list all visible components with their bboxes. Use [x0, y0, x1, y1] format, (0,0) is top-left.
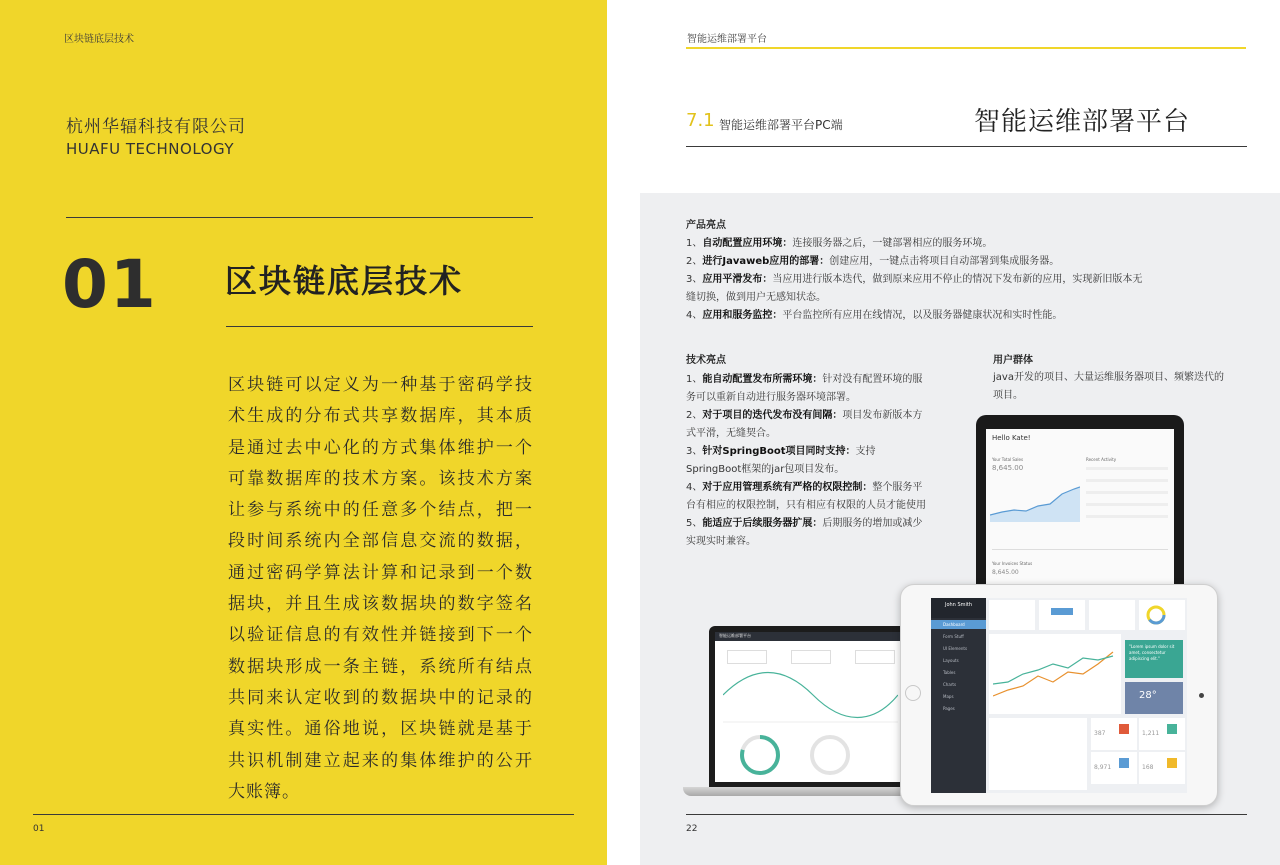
chapter-number: 01: [62, 246, 158, 323]
invoice-total: 8,645.00: [992, 569, 1019, 576]
total-sales: 8,645.00: [992, 464, 1024, 472]
chapter-title: 区块链底层技术: [225, 262, 464, 300]
running-header: 区块链底层技术: [64, 34, 134, 45]
divider: [686, 146, 1247, 147]
company-name-en: HUAFU TECHNOLOGY: [66, 140, 234, 158]
divider: [226, 326, 533, 327]
stat-value: 1,211: [1142, 730, 1160, 737]
donut-chart: [1145, 604, 1167, 626]
left-page: [0, 0, 607, 865]
weather-temp: 28°: [1139, 690, 1157, 701]
list-item: 2、进行Javaweb应用的部署：创建应用，一键点击将项目自动部署到集成服务器。: [686, 256, 1060, 267]
sidebar: [931, 598, 986, 793]
gauge-chart: [737, 732, 783, 778]
list-item: 5、能适应于后续服务器扩展：后期服务的增加或减少实现实时兼容。: [686, 518, 923, 547]
product-highlights-heading: 产品亮点: [686, 220, 726, 231]
tech-highlights-heading: 技术亮点: [686, 355, 726, 366]
nav-item: Tables: [943, 670, 956, 675]
label: Recent Activity: [1086, 457, 1117, 462]
page-number: 22: [686, 824, 698, 834]
nav-item: Pages: [943, 706, 955, 711]
home-button-icon: [905, 685, 921, 701]
running-header: 智能运维部署平台: [687, 34, 767, 45]
footer-divider: [33, 814, 574, 815]
section-label: 智能运维部署平台PC端: [719, 118, 843, 132]
right-page: [607, 0, 1280, 865]
user-group-heading: 用户群体: [993, 355, 1033, 366]
section-number: 7.1: [686, 110, 715, 131]
nav-item: Charts: [943, 682, 957, 687]
section-title: 智能运维部署平台: [974, 107, 1191, 137]
list-item: 2、对于项目的迭代发布没有间隔：项目发布新版本方式平滑，无缝契合。: [686, 410, 923, 439]
label: Your Total Sales: [992, 457, 1024, 462]
nav-item: Dashboard: [931, 620, 986, 629]
laptop-device: [709, 626, 914, 788]
product-highlights-list: [686, 235, 1146, 325]
nav-item: Maps: [943, 694, 954, 699]
sales-chart: [990, 477, 1080, 522]
list-item: 4、对于应用管理系统有严格的权限控制：整个服务平台有相应的权限控制，只有相应有权限的人员才能使用: [686, 482, 926, 511]
nav-item: UI Elements: [943, 646, 968, 651]
stat-value: 387: [1094, 730, 1106, 737]
chapter-body: 区块链可以定义为一种基于密码学技术生成的分布式共享数据库，其本质是通过去中心化的方式集体维护一个可靠数据库的技术方案。该技术方案让参与系统中的任意多个结点，把一段时间系统内全部信息交流的数据，通过密码学算法计算和记录到一个数据块，并且生成该数据块的数字签名以验证信息的有效性并链接到下一个数据块形成一条主链，系统所有结点共同来认定收到的数据块中的记录的真实性。通俗地说，区块链就是基于共识机制建立起来的集体维护的公开大账簿。: [228, 375, 533, 802]
greeting: Hello Kate!: [992, 434, 1031, 442]
page-number: 01: [33, 824, 45, 834]
user-name: John Smith: [931, 598, 986, 618]
label: Your Invoices Status: [992, 561, 1033, 566]
user-group-text: java开发的项目、大量运维服务器项目、频繁迭代的项目。: [993, 372, 1224, 401]
tech-highlights-list: [686, 371, 926, 551]
footer-divider: [686, 814, 1247, 815]
list-item: 3、针对SpringBoot项目同时支持：支持SpringBoot框架的jar包项目发布。: [686, 446, 876, 475]
quote-card: "Lorem ipsum dolor sit amet, consectetur adipiscing elit.": [1125, 640, 1183, 678]
gauge-chart: [807, 732, 853, 778]
camera-icon: [1199, 693, 1204, 698]
company-name-cn: 杭州华辐科技有限公司: [66, 117, 246, 137]
nav-item: Layouts: [943, 658, 959, 663]
header-divider: [686, 47, 1246, 49]
laptop-screen: [715, 632, 908, 782]
app-title: 智能运维部署平台: [719, 633, 751, 638]
trend-chart: [723, 670, 898, 725]
list-item: 1、能自动配置发布所需环境：针对没有配置环境的服务可以重新自动进行服务器环境部署。: [686, 374, 923, 403]
list-item: 1、自动配置应用环境：连接服务器之后，一键部署相应的服务环境。: [686, 238, 993, 249]
tablet-device-front: [900, 584, 1218, 806]
dashboard-screenshot: [986, 429, 1174, 599]
laptop-base: [683, 787, 918, 796]
tablet-device-back: [976, 415, 1184, 597]
nav-item: Form Stuff: [943, 634, 964, 639]
stat-value: 8,971: [1094, 764, 1112, 771]
list-item: 4、应用和服务监控：平台监控所有应用在线情况，以及服务器健康状况和实时性能。: [686, 310, 1063, 321]
stat-value: 168: [1142, 764, 1154, 771]
divider: [66, 217, 533, 218]
line-chart: [993, 646, 1117, 706]
admin-dashboard-screen: [931, 598, 1187, 793]
list-item: 3、应用平滑发布：当应用进行版本迭代，做到原来应用不停止的情况下发布新的应用，实现新旧版本无缝切换，做到用户无感知状态。: [686, 274, 1143, 303]
